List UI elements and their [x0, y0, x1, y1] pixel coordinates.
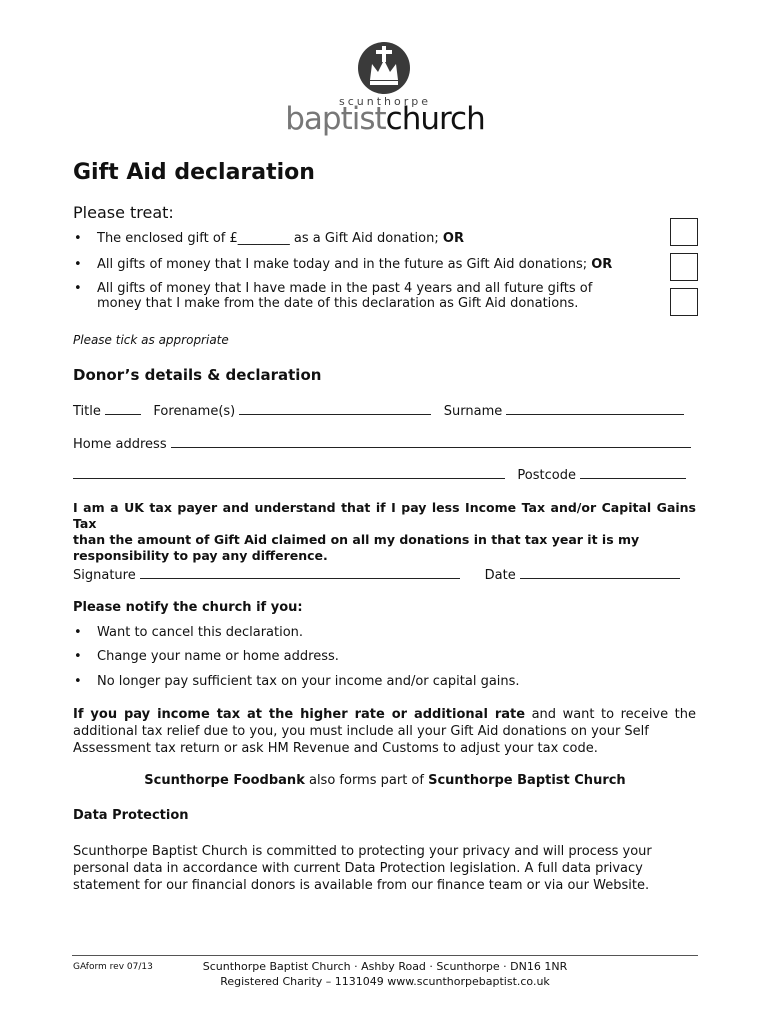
data-protection-text: Scunthorpe Baptist Church is committed to protecting your privacy and will process your personal data in accordance with current Data Protection legislation. A full data privacy statement for our financial donors is available from our finance team or via our Website.: [73, 844, 652, 893]
postcode-label: Postcode: [517, 468, 576, 483]
bullet: •: [74, 625, 82, 640]
address-field-row: [73, 435, 691, 452]
footer-divider: [72, 955, 698, 956]
donor-heading: Donor’s details & declaration: [73, 366, 322, 384]
tick-note: Please tick as appropriate: [73, 333, 229, 347]
tick-box-all-future-gifts[interactable]: [670, 253, 698, 281]
bullet: •: [74, 281, 82, 296]
title-field-row: [73, 402, 684, 419]
surname-input[interactable]: [506, 402, 684, 415]
tick-box-enclosed-gift[interactable]: [670, 218, 698, 246]
option-past-and-future-gifts: All gifts of money that I have made in the past 4 years and all future gifts of money that I make from the date of this declaration as Gift Aid donations.: [97, 281, 593, 311]
page-title: Gift Aid declaration: [73, 160, 315, 185]
bullet: •: [74, 257, 82, 272]
postcode-input[interactable]: [580, 466, 686, 479]
tax-declaration: I am a UK tax payer and understand that if I pay less Income Tax and/or Capital Gains Tax than the amount of Gift Aid claimed on all my donations in that tax year it is my responsibility to pay any difference.: [73, 500, 696, 563]
notify-item: Want to cancel this declaration.: [97, 625, 304, 640]
address-line2-input[interactable]: [73, 466, 505, 479]
address-line2-row: [73, 466, 686, 483]
date-label: Date: [484, 568, 516, 583]
home-address-label: Home address: [73, 437, 167, 452]
tick-box-past-and-future-gifts[interactable]: [670, 288, 698, 316]
logo-top-text: scunthorpe: [338, 95, 431, 108]
forename-label: Forename(s): [153, 404, 236, 419]
footer-address: Scunthorpe Baptist Church · Ashby Road · Scunthorpe · DN16 1NR Registered Charity – 1131049 www.scunthorpebaptist.co.uk: [202, 960, 568, 988]
higher-rate-paragraph: If you pay income tax at the higher rate or additional rate and want to receive the additional tax relief due to you, you must include all your Gift Aid donations on your Self Assessment tax return or ask HM Revenue and Customs to adjust your tax code.: [73, 707, 696, 756]
signature-input[interactable]: [140, 566, 460, 579]
option-all-future-gifts: All gifts of money that I make today and in the future as Gift Aid donations; OR: [97, 257, 613, 272]
bullet: •: [74, 649, 82, 664]
notify-heading: Please notify the church if you:: [73, 600, 303, 615]
church-logo-crown-icon: [358, 42, 410, 94]
title-label: Title: [73, 404, 101, 419]
logo-wordmark: baptistchurch: [285, 101, 485, 137]
home-address-input[interactable]: [171, 435, 691, 448]
surname-label: Surname: [443, 404, 503, 419]
please-treat-label: Please treat:: [73, 203, 174, 222]
title-input[interactable]: [105, 402, 141, 415]
date-input[interactable]: [520, 566, 680, 579]
bullet: •: [74, 674, 82, 689]
form-reference: GAform rev 07/13: [73, 962, 153, 972]
option-enclosed-gift: The enclosed gift of £________ as a Gift Aid donation; OR: [97, 231, 464, 246]
bullet: •: [74, 231, 82, 246]
forename-input[interactable]: [239, 402, 431, 415]
notify-item: Change your name or home address.: [97, 649, 339, 664]
notify-item: No longer pay sufficient tax on your income and/or capital gains.: [97, 674, 520, 689]
signature-label: Signature: [73, 568, 136, 583]
data-protection-heading: Data Protection: [73, 808, 189, 823]
foodbank-note: Scunthorpe Foodbank also forms part of Scunthorpe Baptist Church: [144, 773, 626, 788]
signature-row: [73, 566, 680, 583]
